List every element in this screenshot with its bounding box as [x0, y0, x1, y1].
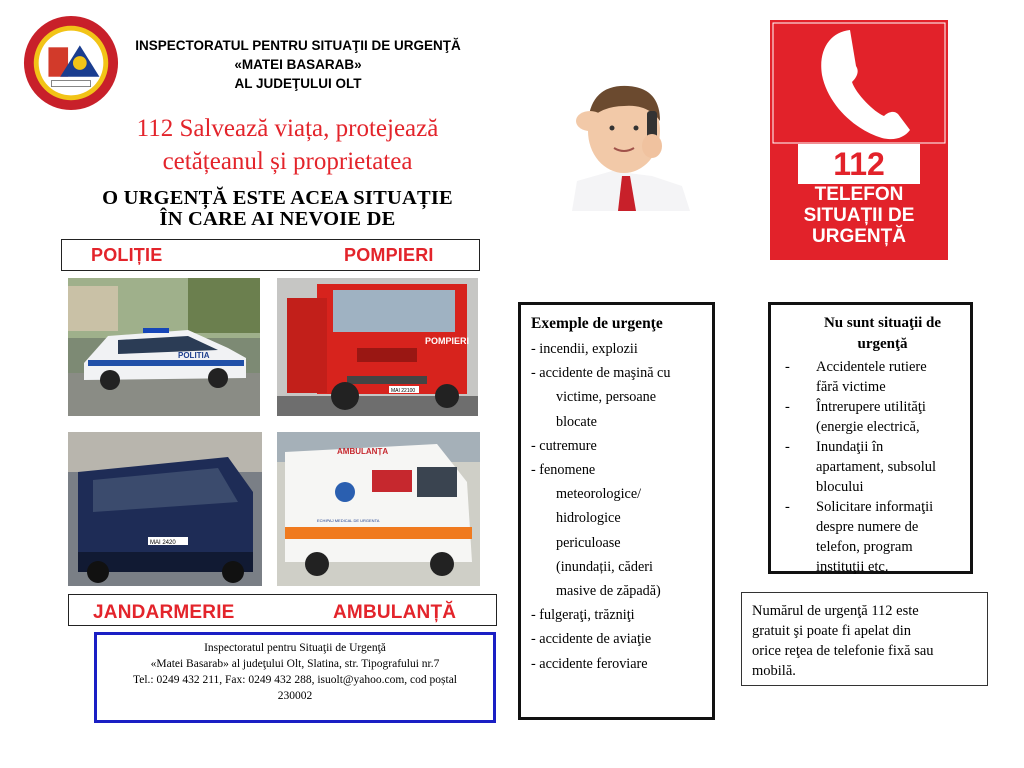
list-dash: -: [785, 439, 790, 455]
contact-line-4: 230002: [277, 690, 313, 702]
subhead-line-1: O URGENȚĂ ESTE ACEA SITUAȚIE: [102, 187, 453, 209]
fire-truck-text: POMPIERI: [425, 336, 470, 346]
example-item: - accidente feroviare: [531, 655, 648, 672]
ambulance-side-text: ECHIPAJ MEDICAL DE URGENTA: [317, 518, 380, 523]
example-item: - incendii, explozii: [531, 341, 638, 357]
example-item-line: [531, 531, 712, 555]
ambulance-roof-text: AMBULANȚA: [337, 447, 389, 456]
contact-line-2: «Matei Basarab» al judeţului Olt, Slatina, str. Tipografului nr.7: [150, 658, 440, 670]
fire-truck-plate: MAI 22100: [391, 388, 416, 394]
example-item-continuation: periculoase: [556, 534, 621, 551]
fire-truck-photo: [277, 278, 478, 416]
not-emergency-item-line: [771, 357, 970, 377]
not-emergency-item-text: Întrerupere utilităţi: [816, 399, 926, 415]
ambulance-label: AMBULANȚĂ: [333, 602, 457, 623]
example-item-continuation: blocate: [556, 413, 597, 430]
examples-title: Exemple de urgenţe: [531, 315, 663, 332]
emergency-examples-box: [518, 302, 715, 720]
fire-truck-illustration: [277, 278, 478, 416]
list-dash: -: [785, 499, 790, 515]
not-emergencies-title-line-2: urgenţă: [857, 336, 908, 352]
org-line-3: AL JUDEŢULUI OLT: [234, 76, 362, 91]
sign-text: [770, 184, 948, 247]
not-emergency-item-line: [771, 377, 970, 397]
example-item: - accidente de aviaţie: [531, 631, 652, 648]
not-emergency-item-text: instituţii etc.: [816, 559, 889, 575]
not-emergency-item-text: blocului: [816, 479, 864, 495]
free-note-line-2: gratuit şi poate fi apelat din: [752, 623, 912, 639]
not-emergency-item-line: [771, 557, 970, 577]
subhead-line-2: ÎN CARE AI NEVOIE DE: [159, 208, 396, 230]
boy-on-phone-photo: [552, 76, 694, 211]
not-emergency-item-text: (energie electrică,: [816, 419, 920, 435]
list-dash: -: [785, 399, 790, 415]
not-emergency-item-line: [771, 437, 970, 457]
police-car-photo: [68, 278, 260, 416]
free-note-line-3: orice reţea de telefonie fixă sau: [752, 643, 934, 659]
contact-info-box: [94, 632, 496, 723]
sign-number: 112: [833, 146, 885, 182]
not-emergency-item-line: [771, 477, 970, 497]
example-item-continuation: (inundații, căderi: [556, 558, 653, 575]
example-item: - fulgeraţi, trăzniţi: [531, 607, 635, 624]
boy-illustration: [552, 76, 694, 211]
not-emergency-item-text: Inundaţii în: [816, 439, 884, 455]
organization-name: [118, 36, 478, 93]
not-emergencies-title: [771, 305, 970, 357]
headline-line-1: 112 Salvează viața, protejează: [136, 115, 439, 142]
sign-line-3: URGENȚĂ: [812, 226, 906, 247]
gendarmerie-plate: MAI 2420: [150, 540, 176, 546]
free-note-line-4: mobilă.: [752, 663, 796, 679]
free-note-line-1: Numărul de urgenţă 112 este: [752, 603, 919, 619]
not-emergencies-box: [768, 302, 973, 574]
gendarmerie-label: JANDARMERIE: [93, 602, 235, 623]
example-item-continuation: masive de zăpadă): [556, 583, 661, 600]
gendarmerie-van-photo: [68, 432, 262, 586]
not-emergency-item-line: [771, 457, 970, 477]
example-item-line: [531, 482, 712, 506]
contact-line-3: Tel.: 0249 432 211, Fax: 0249 432 288, isuolt@yahoo.com, cod poștal: [133, 674, 457, 686]
emergency-112-sign: [770, 20, 948, 260]
services-top-label-bar: [61, 239, 480, 271]
headline-line-2: cetățeanul și proprietatea: [162, 148, 413, 175]
sign-line-2: SITUAȚII DE: [803, 205, 915, 226]
ambulance-photo: [277, 432, 480, 586]
not-emergency-item-text: apartament, subsolul: [816, 459, 937, 475]
not-emergency-item-line: [771, 417, 970, 437]
not-emergency-item-text: Accidentele rutiere: [816, 359, 927, 375]
list-dash: -: [785, 359, 790, 375]
example-item: - fenomene: [531, 462, 596, 479]
ambulance-illustration: [277, 432, 480, 586]
not-emergencies-title-line-1: Nu sunt situaţii de: [823, 315, 942, 331]
subheading: [60, 188, 495, 230]
example-item-line: [531, 555, 712, 579]
fire-label: POMPIERI: [344, 245, 434, 265]
police-label: POLIȚIE: [91, 245, 163, 265]
services-bottom-label-bar: [68, 594, 497, 626]
not-emergency-item-text: fără victime: [816, 379, 886, 395]
not-emergency-item-line: [771, 497, 970, 517]
example-item: - cutremure: [531, 437, 597, 454]
not-emergency-item-line: [771, 397, 970, 417]
headline: [60, 112, 515, 178]
org-line-2: «MATEI BASARAB»: [234, 57, 362, 72]
example-item-line: [531, 385, 712, 409]
example-item-continuation: victime, persoane: [556, 389, 657, 406]
gendarmerie-van-illustration: [68, 432, 262, 586]
not-emergency-item-line: [771, 517, 970, 537]
not-emergency-item-line: [771, 537, 970, 557]
sign-line-1: TELEFON: [814, 184, 904, 205]
example-item: - accidente de maşină cu: [531, 365, 671, 382]
police-car-text: POLITIA: [178, 351, 210, 360]
org-line-1: INSPECTORATUL PENTRU SITUAŢII DE URGENŢĂ: [135, 38, 461, 53]
not-emergencies-list: [771, 357, 970, 577]
isu-emblem-logo: [22, 14, 120, 112]
example-item-continuation: meteorologice/: [556, 486, 642, 503]
contact-line-1: Inspectoratul pentru Situaţii de Urgenţă: [204, 642, 386, 654]
free-call-note: [741, 592, 988, 686]
not-emergency-item-text: Solicitare informaţii: [816, 499, 934, 515]
not-emergency-item-text: telefon, program: [816, 539, 913, 555]
police-car-illustration: [68, 278, 260, 416]
examples-list: [531, 337, 712, 676]
not-emergency-item-text: despre numere de: [816, 519, 919, 535]
example-item-line: [531, 506, 712, 530]
example-item-line: [531, 579, 712, 603]
example-item-continuation: hidrologice: [556, 510, 621, 527]
example-item-line: [531, 410, 712, 434]
